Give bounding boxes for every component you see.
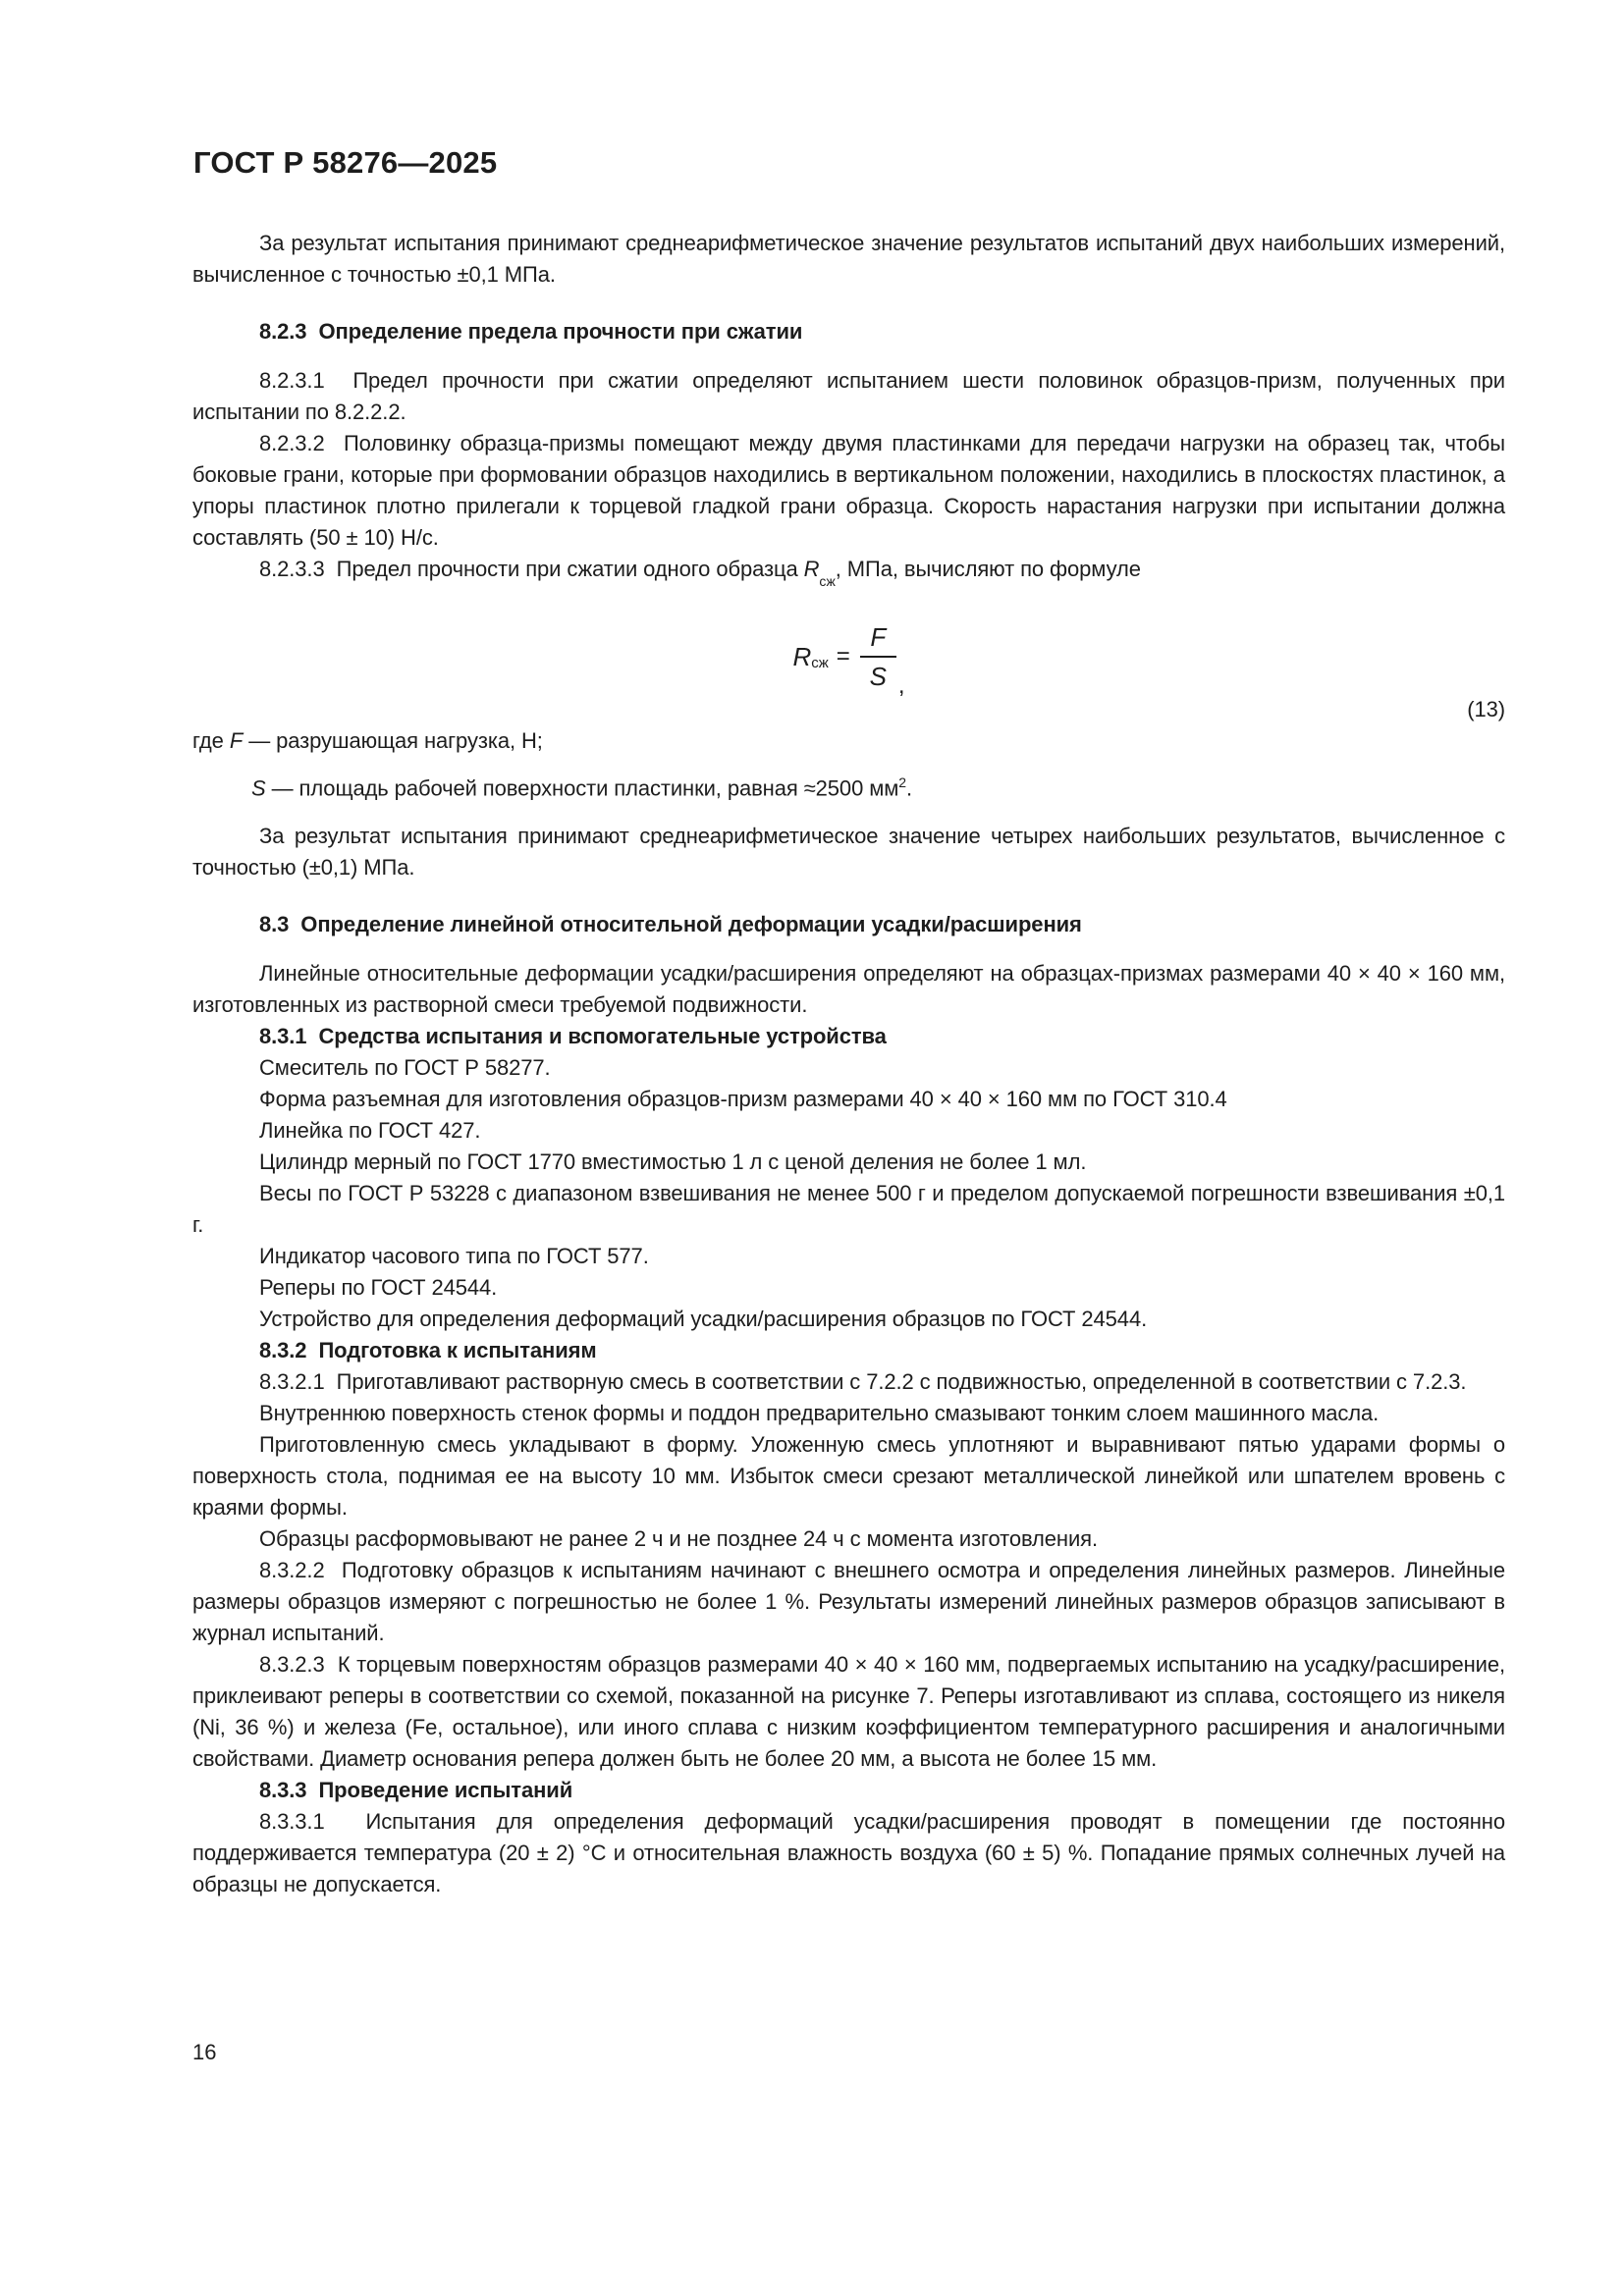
where-s-definition: — площадь рабочей поверхности пластинки, равная ≈2500 мм [271, 775, 899, 801]
formula-variable-r: R [792, 642, 812, 672]
equals-sign: = [836, 643, 850, 670]
variable-r: R [803, 557, 820, 581]
paragraph-8-2-3-3 [192, 554, 1505, 592]
equipment-item: Весы по ГОСТ Р 53228 с диапазоном взвешивания не менее 500 г и пределом допускаемой погрешности взвешивания ±0,1 г. [192, 1180, 1505, 1237]
fraction [860, 621, 896, 692]
variable-r-subscript: сж [819, 573, 836, 590]
equipment-item: Форма разъемная для изготовления образцов-призм размерами 40 × 40 × 160 мм по ГОСТ 310.4 [259, 1086, 1227, 1111]
paragraph-demolding: Образцы расформовывают не ранее 2 ч и не позднее 24 ч с момента изготовления. [259, 1525, 1098, 1551]
equipment-item: Цилиндр мерный по ГОСТ 1770 вместимостью 1 л с ценой деления не более 1 мл. [259, 1148, 1087, 1174]
paragraph-mix-placement: Приготовленную смесь укладывают в форму. Уложенную смесь уплотняют и выравнивают пятью ударами формы о поверхность стола, поднимая ее на высоту 10 мм. Избыток смеси срезают металлической линейкой или шпателем вровень с краями формы. [192, 1431, 1505, 1520]
paragraph-8-2-3-3-lead: 8.2.3.3 Предел прочности при сжатии одного образца [259, 557, 804, 581]
subsection-heading-8-3-2: 8.3.2 Подготовка к испытаниям [259, 1337, 597, 1362]
intro-paragraph: За результат испытания принимают среднеарифметическое значение результатов испытаний двух наибольших измерений, вычисленное с точностью ±0,1 МПа. [192, 231, 1505, 287]
subsection-heading-8-3-3: 8.3.3 Проведение испытаний [259, 1777, 573, 1802]
paragraph-8-2-3-2: 8.2.3.2 Половинку образца-призмы помещают между двумя пластинками для передачи нагрузки на образец так, чтобы боковые грани, которые при формовании образцов находились в вертикальном положении, находились в плоскостях пластинок, а упоры пластинок плотно прилегали к торцевой гладкой грани образца. Скорость нарастания нагрузки при испытании должна составлять (50 ± 10) Н/с. [192, 431, 1505, 550]
result-paragraph: За результат испытания принимают среднеарифметическое значение четырех наибольших результатов, вычисленное с точностью (±0,1) МПа. [192, 823, 1505, 880]
document-code: ГОСТ Р 58276—2025 [193, 145, 498, 180]
where-f-definition: — разрушающая нагрузка, Н; [248, 728, 543, 754]
variable-f: F [229, 728, 244, 754]
where-clause-s [251, 767, 1505, 804]
paragraph-8-2-3-3-tail: , МПа, вычисляют по формуле [835, 557, 1141, 581]
superscript-2: 2 [898, 774, 906, 791]
paragraph-surface-prep: Внутреннюю поверхность стенок формы и поддон предварительно смазывают тонким слоем машинного масла. [259, 1400, 1380, 1425]
paragraph-8-3-2-3: 8.3.2.3 К торцевым поверхностям образцов размерами 40 × 40 × 160 мм, подвергаемых испытанию на усадку/расширение, приклеивают реперы в соответствии со схемой, показанной на рисунке 7. Реперы изготавливают из сплава, состоящего из никеля (Ni, 36 %) и железа (Fe, остальное), или иного сплава с низким коэффициентом температурного расширения и аналогичными свойствами. Диаметр основания репера должен быть не более 20 мм, а высота не более 15 мм. [192, 1651, 1505, 1771]
paragraph-8-3-intro: Линейные относительные деформации усадки/расширения определяют на образцах-призмах размерами 40 × 40 × 160 мм, изготовленных из растворной смеси требуемой подвижности. [192, 960, 1505, 1017]
equipment-item: Индикатор часового типа по ГОСТ 577. [259, 1243, 649, 1268]
page-number: 16 [192, 2040, 217, 2064]
where-clause-f [192, 725, 1505, 757]
formula-comma: , [897, 672, 905, 700]
compressive-strength-formula [192, 612, 1505, 722]
variable-s: S [251, 775, 266, 801]
equipment-item: Реперы по ГОСТ 24544. [259, 1274, 498, 1300]
section-heading-8-2-3: 8.2.3 Определение предела прочности при сжатии [259, 319, 803, 344]
document-body [192, 228, 1505, 1900]
equipment-item: Смеситель по ГОСТ Р 58277. [259, 1054, 551, 1080]
formula-subscript-szh: сж [811, 655, 829, 672]
formula-expression [792, 621, 905, 700]
paragraph-8-3-2-1: 8.3.2.1 Приготавливают растворную смесь в соответствии с 7.2.2 с подвижностью, определенной в соответствии с 7.2.3. [259, 1368, 1467, 1394]
where-s-period: . [905, 775, 912, 801]
equipment-item: Линейка по ГОСТ 427. [259, 1117, 481, 1143]
section-heading-8-3: 8.3 Определение линейной относительной деформации усадки/расширения [259, 911, 1082, 936]
equipment-item: Устройство для определения деформаций усадки/расширения образцов по ГОСТ 24544. [259, 1306, 1148, 1331]
subsection-heading-8-3-1: 8.3.1 Средства испытания и вспомогательные устройства [259, 1023, 887, 1048]
formula-denominator-s: S [860, 656, 896, 692]
formula-numerator-f: F [870, 622, 887, 653]
paragraph-8-3-2-2: 8.3.2.2 Подготовку образцов к испытаниям начинают с внешнего осмотра и определения линейных размеров. Линейные размеры образцов измеряют с погрешностью не более 1 %. Результаты измерений линейных размеров образцов записывают в журнал испытаний. [192, 1557, 1505, 1645]
paragraph-8-2-3-1: 8.2.3.1 Предел прочности при сжатии определяют испытанием шести половинок образцов-призм, полученных при испытании по 8.2.2.2. [192, 368, 1505, 424]
where-intro: где [192, 728, 224, 754]
equation-number: (13) [1467, 697, 1505, 722]
paragraph-8-3-3-1: 8.3.3.1 Испытания для определения деформаций усадки/расширения проводят в помещении где постоянно поддерживается температура (20 ± 2) °С и относительная влажность воздуха (60 ± 5) %. Попадание прямых солнечных лучей на образцы не допускается. [192, 1808, 1505, 1896]
